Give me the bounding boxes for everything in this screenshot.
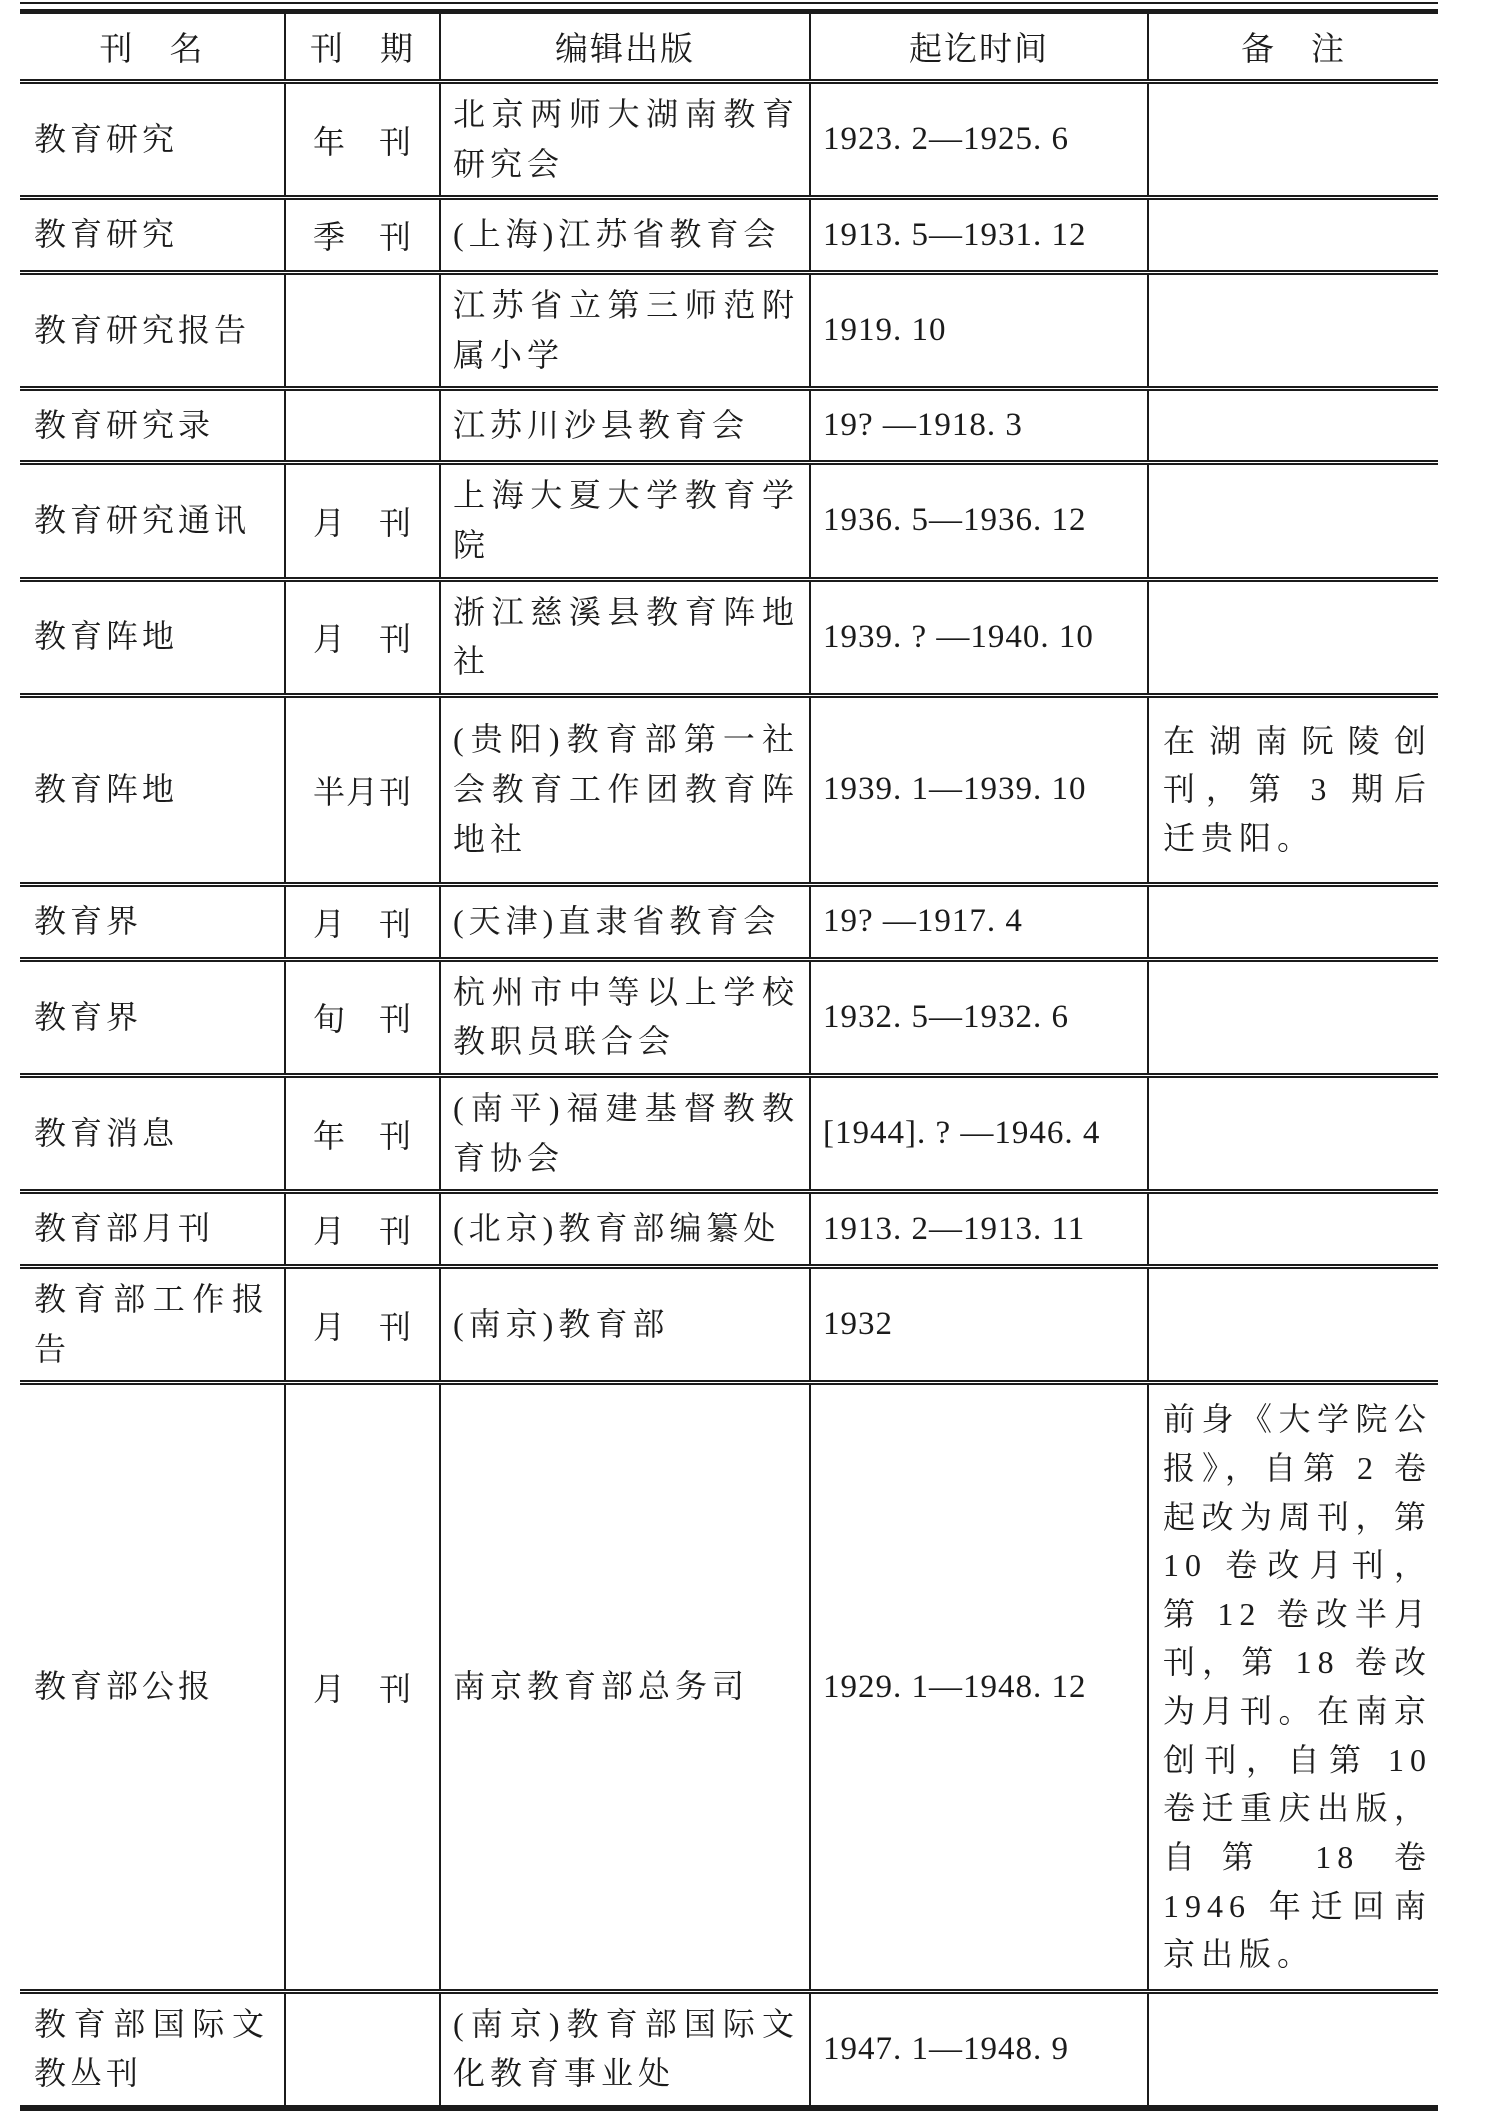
frequency-cell: 年 刊 xyxy=(285,1075,440,1191)
period-cell: 1913. 2—1913. 11 xyxy=(810,1192,1148,1267)
period-cell: 1929. 1—1948. 12 xyxy=(810,1383,1148,1992)
note-cell xyxy=(1148,1075,1438,1191)
journal-name-cell: 教育研究 xyxy=(20,198,285,273)
publisher-cell: 南京教育部总务司 xyxy=(440,1383,810,1992)
frequency-cell: 季 刊 xyxy=(285,198,440,273)
table-row xyxy=(20,198,1438,273)
publisher-cell: (北京)教育部编纂处 xyxy=(440,1192,810,1267)
publisher-cell: 江苏省立第三师范附属小学 xyxy=(440,273,810,389)
table-row xyxy=(20,273,1438,389)
journal-name-cell: 教育消息 xyxy=(20,1075,285,1191)
publisher-cell: 北京两师大湖南教育研究会 xyxy=(440,82,810,198)
note-cell xyxy=(1148,959,1438,1075)
frequency-cell: 月 刊 xyxy=(285,1267,440,1383)
publisher-cell: (上海)江苏省教育会 xyxy=(440,198,810,273)
table-row xyxy=(20,579,1438,695)
period-cell: 1919. 10 xyxy=(810,273,1148,389)
frequency-cell: 年 刊 xyxy=(285,82,440,198)
note-cell xyxy=(1148,1192,1438,1267)
frequency-cell xyxy=(285,389,440,463)
frequency-cell: 旬 刊 xyxy=(285,959,440,1075)
table-row xyxy=(20,884,1438,959)
period-cell: 1923. 2—1925. 6 xyxy=(810,82,1148,198)
journal-name-cell: 教育部公报 xyxy=(20,1383,285,1992)
journal-name-cell: 教育研究录 xyxy=(20,389,285,463)
period-cell: 1932. 5—1932. 6 xyxy=(810,959,1148,1075)
publisher-cell: (南平)福建基督教教育协会 xyxy=(440,1075,810,1191)
frequency-cell xyxy=(285,273,440,389)
journal-name-cell: 教育部工作报告 xyxy=(20,1267,285,1383)
table-row xyxy=(20,82,1438,198)
note-cell xyxy=(1148,82,1438,198)
publisher-cell: (天津)直隶省教育会 xyxy=(440,884,810,959)
publisher-cell: 杭州市中等以上学校教职员联合会 xyxy=(440,959,810,1075)
table-row xyxy=(20,389,1438,463)
note-cell xyxy=(1148,198,1438,273)
top-rule xyxy=(20,2,1438,4)
journal-name-cell: 教育界 xyxy=(20,959,285,1075)
journal-name-cell: 教育研究 xyxy=(20,82,285,198)
frequency-cell: 月 刊 xyxy=(285,884,440,959)
publisher-cell: 江苏川沙县教育会 xyxy=(440,389,810,463)
publisher-cell: (南京)教育部 xyxy=(440,1267,810,1383)
note-cell: 在湖南阮陵创刊，第 3 期后迁贵阳。 xyxy=(1148,695,1438,884)
journal-name-cell: 教育部国际文教丛刊 xyxy=(20,1991,285,2108)
header-row xyxy=(20,12,1438,82)
note-cell xyxy=(1148,579,1438,695)
table-row xyxy=(20,1192,1438,1267)
journals-table xyxy=(20,9,1438,2111)
header-journal-name: 刊 名 xyxy=(99,32,205,68)
table-row xyxy=(20,1383,1438,1992)
frequency-cell: 月 刊 xyxy=(285,463,440,579)
frequency-cell xyxy=(285,1991,440,2108)
period-cell: 1939. 1—1939. 10 xyxy=(810,695,1148,884)
table-row xyxy=(20,463,1438,579)
journal-name-cell: 教育研究通讯 xyxy=(20,463,285,579)
note-cell: 前身《大学院公报》，自第 2 卷起改为周刊，第 10 卷改月刊，第 12 卷改半月刊，第 18 卷改为月刊。在南京创刊，自第 10 卷迁重庆出版，自第 18 卷 1946 年迁回南京出版。 xyxy=(1148,1383,1438,1992)
frequency-cell: 月 刊 xyxy=(285,1192,440,1267)
table-row xyxy=(20,1075,1438,1191)
note-cell xyxy=(1148,1991,1438,2108)
frequency-cell: 月 刊 xyxy=(285,1383,440,1992)
period-cell: 1936. 5—1936. 12 xyxy=(810,463,1148,579)
table-row xyxy=(20,1991,1438,2108)
note-cell xyxy=(1148,884,1438,959)
header-frequency: 刊 期 xyxy=(285,12,440,82)
note-cell xyxy=(1148,273,1438,389)
publisher-cell: (南京)教育部国际文化教育事业处 xyxy=(440,1991,810,2108)
journal-name-cell: 教育部月刊 xyxy=(20,1192,285,1267)
period-cell: 1913. 5—1931. 12 xyxy=(810,198,1148,273)
journal-name-cell: 教育研究报告 xyxy=(20,273,285,389)
note-cell xyxy=(1148,463,1438,579)
journal-name-cell: 教育界 xyxy=(20,884,285,959)
publisher-cell: (贵阳)教育部第一社会教育工作团教育阵地社 xyxy=(440,695,810,884)
table-row xyxy=(20,1267,1438,1383)
table-row xyxy=(20,959,1438,1075)
note-cell xyxy=(1148,389,1438,463)
journal-name-cell: 教育阵地 xyxy=(20,579,285,695)
header-publisher: 编辑出版 xyxy=(440,12,810,82)
table-row xyxy=(20,695,1438,884)
header-note: 备 注 xyxy=(1148,12,1438,82)
frequency-cell: 半月刊 xyxy=(285,695,440,884)
publisher-cell: 浙江慈溪县教育阵地社 xyxy=(440,579,810,695)
journal-name-cell: 教育阵地 xyxy=(20,695,285,884)
journal-table-sheet xyxy=(20,2,1438,2111)
period-cell: [1944]. ? —1946. 4 xyxy=(810,1075,1148,1191)
period-cell: 19? —1918. 3 xyxy=(810,389,1148,463)
period-cell: 1939. ? —1940. 10 xyxy=(810,579,1148,695)
frequency-cell: 月 刊 xyxy=(285,579,440,695)
header-period: 起讫时间 xyxy=(810,12,1148,82)
period-cell: 1947. 1—1948. 9 xyxy=(810,1991,1148,2108)
period-cell: 19? —1917. 4 xyxy=(810,884,1148,959)
note-cell xyxy=(1148,1267,1438,1383)
period-cell: 1932 xyxy=(810,1267,1148,1383)
publisher-cell: 上海大夏大学教育学院 xyxy=(440,463,810,579)
